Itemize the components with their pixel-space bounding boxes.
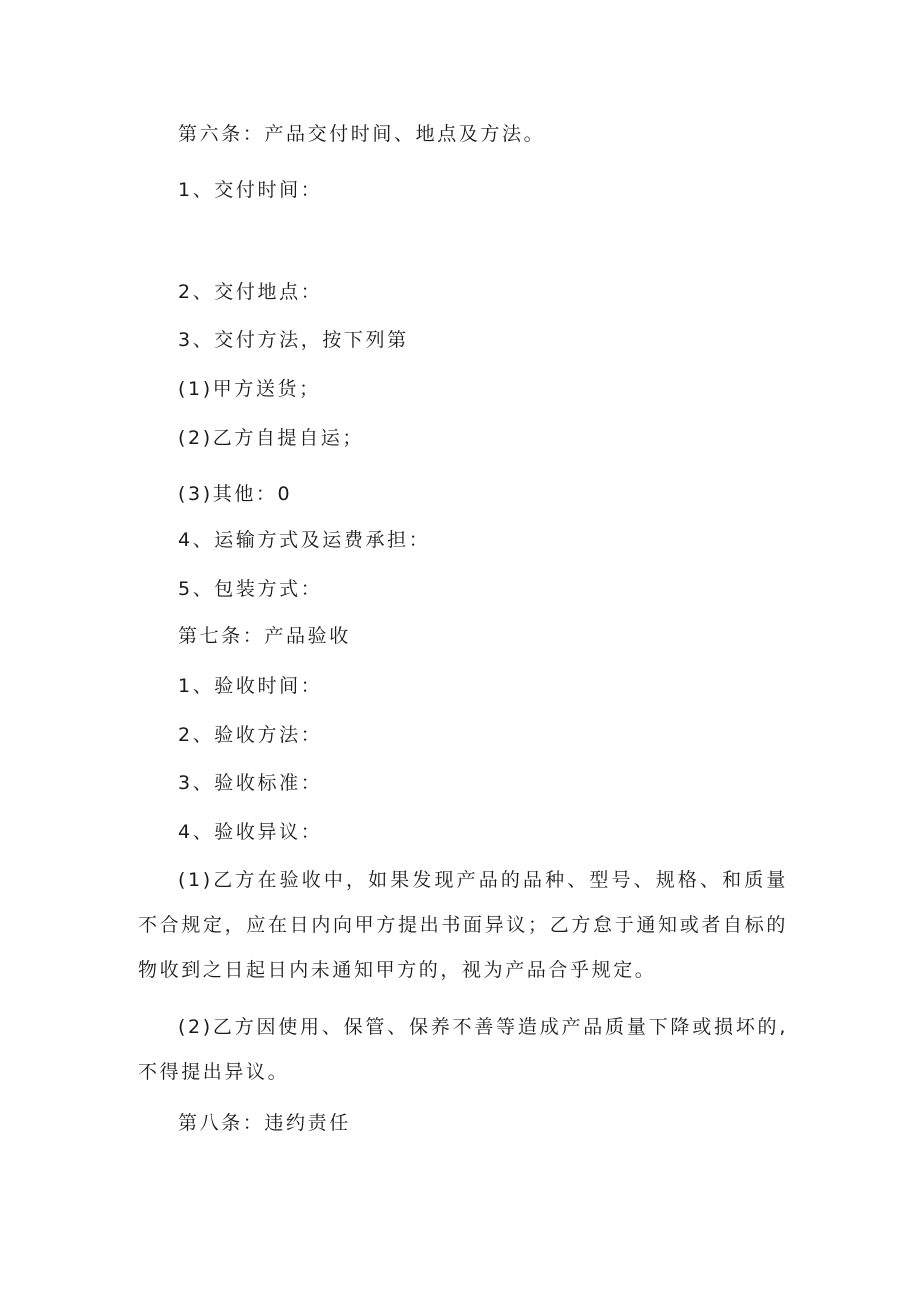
article6-item-transport: 4、运输方式及运费承担： bbox=[178, 529, 431, 551]
article6-item-delivery-place: 2、交付地点： bbox=[178, 281, 323, 303]
article7-paragraph-objection-rules: (1)乙方在验收中，如果发现产品的品种、型号、规格、和质量不合规定，应在日内向甲方提出书面异议；乙方怠于通知或者自标的物收到之日起日内未通知甲方的，视为产品合乎规定。 bbox=[138, 869, 788, 981]
article7-paragraph-no-objection: (2)乙方因使用、保管、保养不善等造成产品质量下降或损坏的,不得提出异议。 bbox=[138, 1016, 788, 1083]
article6-heading: 第六条：产品交付时间、地点及方法。 bbox=[178, 123, 546, 145]
article6-item-packaging: 5、包装方式： bbox=[178, 578, 323, 600]
article6-item-delivery-method: 3、交付方法，按下列第 bbox=[178, 329, 409, 351]
article7-item-inspection-method: 2、验收方法： bbox=[178, 724, 323, 746]
article7-item-inspection-standard: 3、验收标准： bbox=[178, 772, 323, 794]
article6-option-other: (3)其他：0 bbox=[178, 483, 293, 505]
article6-item-delivery-time: 1、交付时间： bbox=[178, 179, 323, 201]
article7-item-inspection-objection: 4、验收异议： bbox=[178, 821, 323, 843]
article7-heading: 第七条：产品验收 bbox=[178, 625, 351, 647]
article7-item-inspection-time: 1、验收时间： bbox=[178, 675, 323, 697]
article8-heading: 第八条：违约责任 bbox=[178, 1112, 351, 1134]
article6-option-seller-delivery: (1)甲方送货； bbox=[178, 378, 321, 400]
article6-option-self-pickup: (2)乙方自提自运； bbox=[178, 427, 364, 449]
